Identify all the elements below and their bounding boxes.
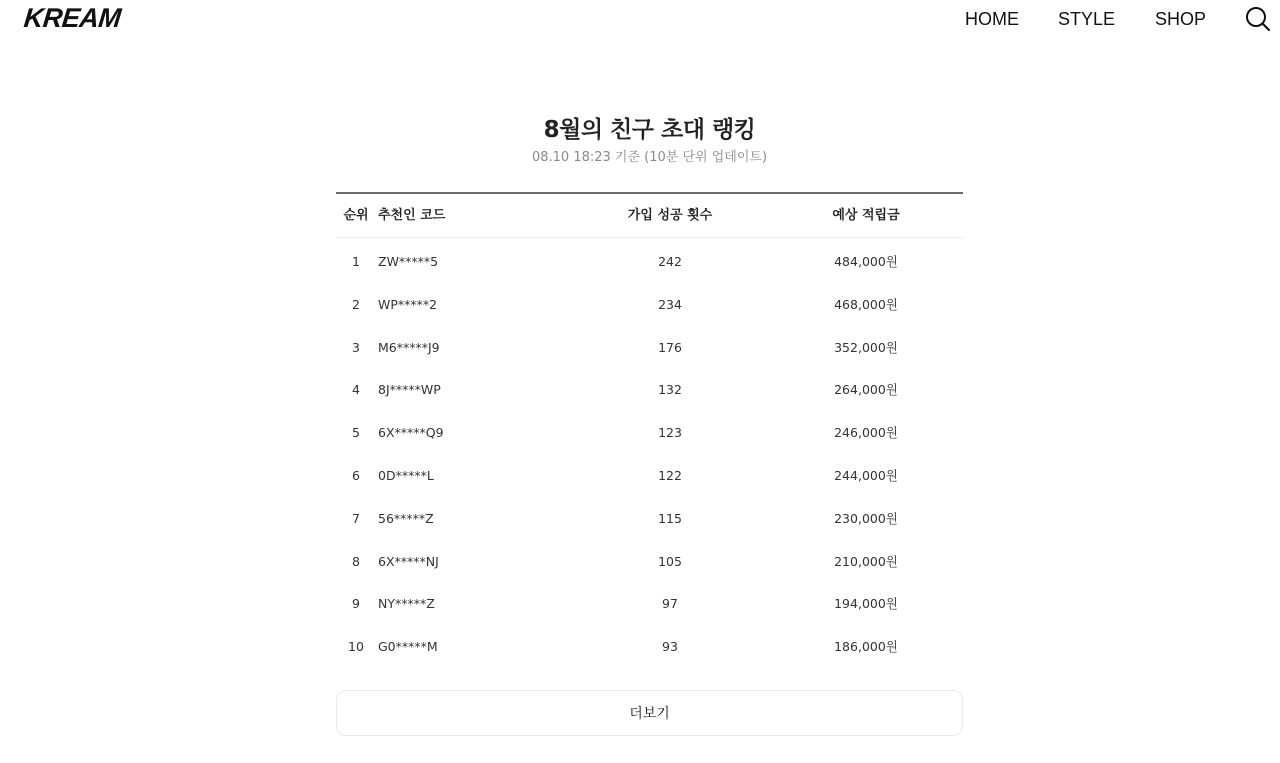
amount-cell: 352,000원 bbox=[834, 339, 898, 355]
nav-style-link[interactable]: STYLE bbox=[1057, 9, 1115, 29]
code-cell: G0*****M bbox=[378, 639, 438, 655]
amount-cell: 186,000원 bbox=[834, 639, 898, 655]
table-row bbox=[336, 541, 963, 584]
ranking-table bbox=[336, 192, 963, 669]
rank-cell: 8 bbox=[352, 553, 360, 569]
table-row bbox=[336, 369, 963, 412]
nav-home-link[interactable]: HOME bbox=[965, 9, 1019, 29]
count-cell: 242 bbox=[658, 254, 682, 269]
table-row bbox=[336, 583, 963, 626]
header-signup-count: 가입 성공 횟수 bbox=[627, 208, 713, 223]
count-cell: 234 bbox=[658, 296, 682, 312]
table-row bbox=[336, 498, 963, 541]
page-title: 8월의 친구 초대 랭킹 bbox=[543, 117, 756, 143]
kream-logo[interactable]: KREAM bbox=[22, 3, 123, 33]
table-row bbox=[336, 455, 963, 498]
amount-cell: 210,000원 bbox=[834, 553, 898, 569]
rank-cell: 10 bbox=[348, 639, 364, 655]
nav-shop-link[interactable]: SHOP bbox=[1154, 9, 1206, 29]
table-row bbox=[336, 284, 963, 327]
header-expected-reward: 예상 적립금 bbox=[832, 208, 900, 223]
table-row bbox=[336, 626, 963, 669]
search-icon[interactable] bbox=[1244, 5, 1272, 33]
rank-cell: 5 bbox=[352, 425, 360, 441]
amount-cell: 244,000원 bbox=[834, 467, 898, 483]
amount-cell: 484,000원 bbox=[834, 254, 898, 269]
table-body bbox=[336, 238, 963, 669]
code-cell: WP*****2 bbox=[378, 296, 438, 312]
table-header bbox=[336, 194, 963, 238]
update-timestamp: 08.10 18:23 기준 (10분 단위 업데이트) bbox=[531, 150, 768, 165]
code-cell: 56*****Z bbox=[378, 510, 434, 526]
code-cell: ZW*****5 bbox=[378, 254, 439, 269]
code-cell: 0D*****L bbox=[378, 467, 434, 483]
amount-cell: 246,000원 bbox=[834, 425, 898, 441]
table-row bbox=[336, 327, 963, 370]
count-cell: 115 bbox=[658, 510, 682, 526]
code-cell: 8J*****WP bbox=[378, 382, 441, 398]
count-cell: 122 bbox=[658, 467, 682, 483]
count-cell: 176 bbox=[658, 339, 682, 355]
rank-cell: 4 bbox=[352, 382, 360, 398]
table-row bbox=[336, 412, 963, 455]
rank-cell: 1 bbox=[352, 254, 360, 269]
amount-cell: 230,000원 bbox=[834, 510, 898, 526]
amount-cell: 264,000원 bbox=[834, 382, 898, 398]
top-bar bbox=[0, 0, 1280, 38]
header-rank: 순위 bbox=[343, 208, 369, 223]
rank-cell: 2 bbox=[352, 296, 360, 312]
load-more-button[interactable]: 더보기 bbox=[336, 690, 963, 736]
rank-cell: 3 bbox=[352, 339, 360, 355]
code-cell: 6X*****Q9 bbox=[378, 425, 444, 441]
code-cell: NY*****Z bbox=[378, 596, 435, 612]
count-cell: 123 bbox=[658, 425, 682, 441]
code-cell: M6*****J9 bbox=[378, 339, 440, 355]
count-cell: 132 bbox=[658, 382, 682, 398]
rank-cell: 6 bbox=[352, 467, 360, 483]
amount-cell: 194,000원 bbox=[834, 596, 898, 612]
header-referral-code: 추천인 코드 bbox=[378, 208, 446, 223]
count-cell: 105 bbox=[658, 553, 682, 569]
rank-cell: 9 bbox=[352, 596, 360, 612]
amount-cell: 468,000원 bbox=[834, 296, 898, 312]
code-cell: 6X*****NJ bbox=[378, 553, 439, 569]
count-cell: 97 bbox=[662, 596, 678, 612]
table-row bbox=[336, 241, 963, 284]
count-cell: 93 bbox=[662, 639, 678, 655]
rank-cell: 7 bbox=[352, 510, 360, 526]
